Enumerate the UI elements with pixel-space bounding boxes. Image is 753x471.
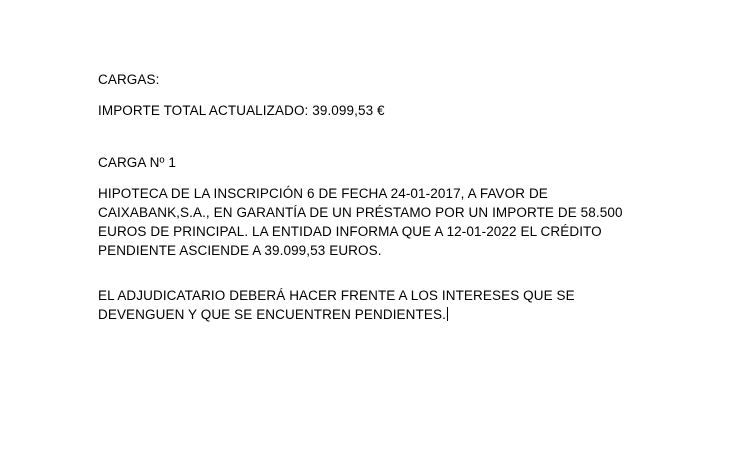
spacer (98, 172, 688, 184)
adjudicatario-note-line-last (98, 305, 688, 324)
adjudicatario-note-line: EL ADJUDICATARIO DEBERÁ HACER FRENTE A LOS INTERESES QUE SE (98, 288, 575, 303)
adjudicatario-note-paragraph (98, 286, 688, 324)
carga-number-label: CARGA Nº 1 (98, 155, 176, 170)
carga-description-line: PENDIENTE ASCIENDE A 39.099,53 EUROS. (98, 243, 382, 258)
spacer (98, 260, 688, 286)
carga-description-paragraph (98, 184, 688, 260)
document-body (98, 70, 688, 324)
spacer (98, 120, 688, 153)
carga-description-line: HIPOTECA DE LA INSCRIPCIÓN 6 DE FECHA 24-01-2017, A FAVOR DE (98, 186, 548, 201)
importe-total-line: IMPORTE TOTAL ACTUALIZADO: 39.099,53 € (98, 103, 385, 118)
carga-description-line: EUROS DE PRINCIPAL. LA ENTIDAD INFORMA QUE A 12-01-2022 EL CRÉDITO (98, 224, 602, 239)
cargas-heading: CARGAS: (98, 72, 160, 87)
spacer (98, 89, 688, 101)
adjudicatario-note-text: DEVENGUEN Y QUE SE ENCUENTREN PENDIENTES. (98, 307, 446, 322)
text-cursor (447, 307, 448, 321)
carga-description-line: CAIXABANK,S.A., EN GARANTÍA DE UN PRÉSTAMO POR UN IMPORTE DE 58.500 (98, 205, 623, 220)
